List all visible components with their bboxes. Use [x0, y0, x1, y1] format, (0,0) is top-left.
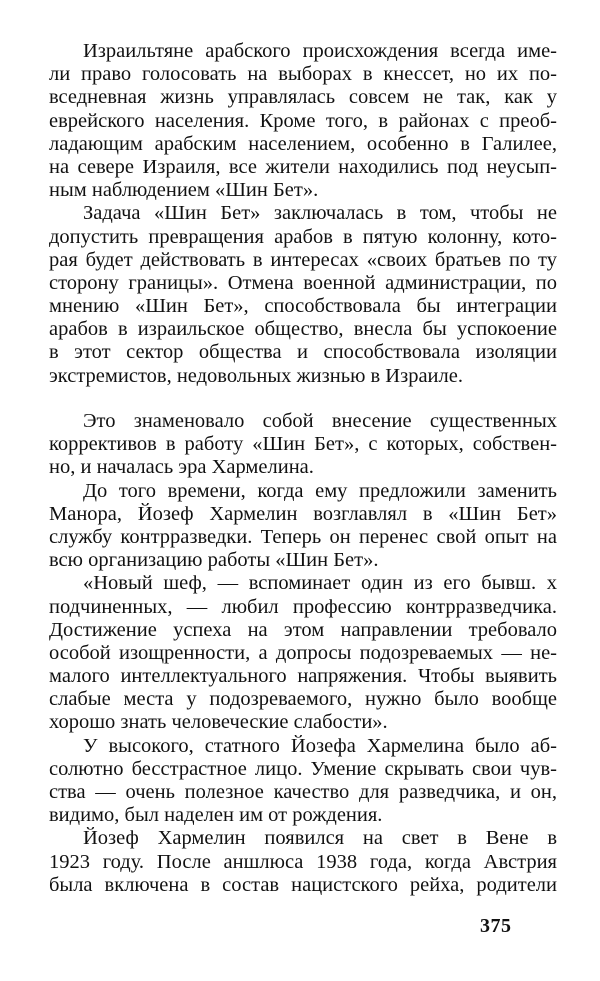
- text-line: допустить превращения арабов в пятую колонну, кото-: [49, 225, 557, 248]
- text-line: еврейского населения. Кроме того, в районах с преоб-: [49, 109, 557, 132]
- text-line: Манора, Йозеф Хармелин возглавлял в «Шин Бет»: [49, 502, 557, 525]
- text-line: но, и началась эра Хармелина.: [49, 456, 314, 479]
- text-line: солютно бесстрастное лицо. Умение скрывать свои чув-: [49, 757, 557, 780]
- page-number: 375: [480, 915, 512, 937]
- text-line: До того времени, когда ему предложили заменить: [83, 479, 557, 502]
- text-line: особой изощренности, а допросы подозреваемых — не-: [49, 641, 557, 664]
- text-line: на севере Израиля, все жители находились под неусып-: [49, 155, 557, 178]
- text-line: Это знаменовало собой внесение существенных: [83, 410, 557, 432]
- text-line: сторону границы». Отмена военной администрации, по: [49, 271, 557, 294]
- text-line: рая будет действовать в интересах «своих братьев по ту: [49, 248, 557, 271]
- text-line: слабые места у подозреваемого, нужно было вообще: [49, 688, 557, 711]
- text-line: была включена в состав нацистского рейха, родители: [49, 873, 557, 896]
- text-line: экстремистов, недовольных жизнью в Израиле.: [49, 364, 463, 387]
- text-line: 1923 году. После аншлюса 1938 года, когда Австрия: [49, 850, 557, 873]
- text-line: службу контрразведки. Теперь он перенес свой опыт на: [49, 525, 557, 548]
- text-line: видимо, был наделен им от рождения.: [49, 804, 383, 827]
- text-line: малого интеллектуального напряжения. Чтобы выявить: [49, 665, 557, 688]
- text-line: ства — очень полезное качество для разведчика, и он,: [49, 781, 557, 803]
- text-line: У высокого, статного Йозефа Хармелина было аб-: [83, 734, 557, 757]
- text-block-1: [49, 40, 557, 388]
- text-line: ным наблюдением «Шин Бет».: [49, 179, 319, 202]
- text-line: коррективов в работу «Шин Бет», с которых, собствен-: [49, 433, 557, 456]
- text-block-2: [49, 410, 557, 897]
- text-line: мнению «Шин Бет», способствовала бы интеграции: [49, 295, 557, 318]
- text-line: Израильтяне арабского происхождения всегда име-: [83, 40, 557, 62]
- text-line: подчиненных, — любил профессию контрразведчика.: [49, 595, 557, 618]
- text-line: арабов в израильское общество, внесла бы успокоение: [49, 318, 557, 341]
- text-line: Задача «Шин Бет» заключалась в том, чтобы не: [83, 202, 557, 225]
- text-line: Йозеф Хармелин появился на свет в Вене в: [83, 827, 557, 850]
- text-line: ладающим арабским населением, особенно в Галилее,: [49, 132, 557, 155]
- text-line: всю организацию работы «Шин Бет».: [49, 549, 379, 572]
- text-line: ли право голосовать на выборах в кнессет, но их по-: [49, 63, 557, 86]
- text-line: Достижение успеха на этом направлении требовало: [49, 618, 557, 641]
- text-line: хорошо знать человеческие слабости».: [49, 711, 388, 734]
- text-line: вседневная жизнь управлялась совсем не так, как у: [49, 86, 557, 109]
- text-line: «Новый шеф, — вспоминает один из его бывш. х: [83, 572, 557, 595]
- text-line: в этот сектор общества и способствовала изоляции: [49, 341, 557, 364]
